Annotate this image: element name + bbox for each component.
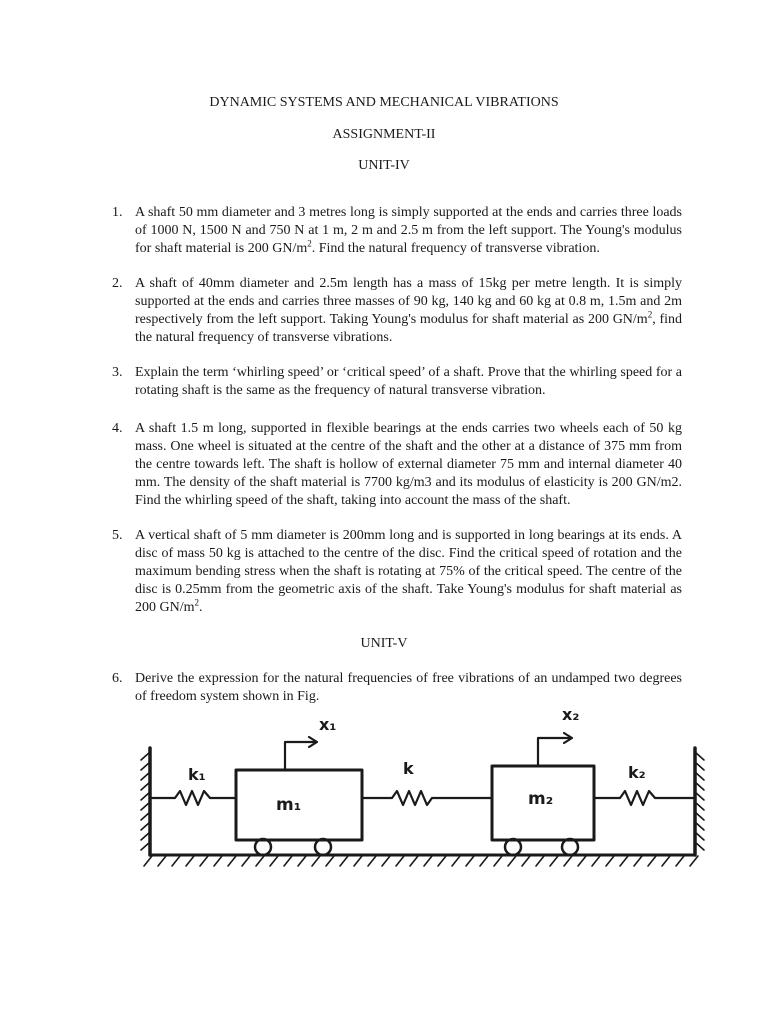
question-text: A vertical shaft of 5 mm diameter is 200mm long and is supported in long bearings at its ends. A disc of mass 50 kg is attached to the centre of the disc. Find the critical speed of rotation and the maximum bending stress when the shaft is rotating at 75% of the critical speed. The centre of the disc is 0.25mm from the geometric axis of the shaft. Take Young's modulus for shaft material as 200 $GN/m^2$. (135, 528, 682, 615)
question-text: A shaft 1.5 m long, supported in flexible bearings at the ends carries two wheels each of 50 kg mass. One wheel is situated at the centre of the shaft and the other at a distance of 375 mm from the centre towards left. The shaft is hollow of external diameter 75 mm and internal diameter 40 mm. The density of the shaft material is 7700 kg/m3 and its modulus of elasticity is 200 GN/m2. Find the whirling speed of the shaft, taking into account the mass of the shaft. (135, 421, 682, 508)
spring-k1 (150, 791, 236, 805)
label-k2: k₂ (628, 763, 646, 782)
question-3 (112, 364, 682, 400)
label-k1: k₁ (188, 765, 206, 784)
question-text: Derive the expression for the natural frequencies of free vibrations of an undamped two degrees of freedom system shown in Fig. (135, 671, 682, 704)
question-2 (112, 275, 682, 347)
unit-iv-heading: UNIT-IV (358, 158, 410, 173)
label-x1: x₁ (319, 715, 337, 734)
question-number: 3. (112, 365, 123, 380)
ground-hatching (144, 856, 698, 866)
question-number: 6. (112, 671, 123, 686)
question-5 (112, 527, 682, 617)
unit-v-heading: UNIT-V (360, 636, 408, 651)
label-m2: m₂ (528, 789, 554, 809)
question-text: A shaft 50 mm diameter and 3 metres long is simply supported at the ends and carries three loads of 1000 N, 1500 N and 750 N at 1 m, 2 m and 2.5 m from the left support. The Young's modulus for shaft material is 200 $GN/m^2$. Find the natural frequency of transverse vibration. (135, 205, 682, 256)
question-4 (112, 420, 682, 510)
question-text: A shaft of 40mm diameter and 2.5m length has a mass of 15kg per metre length. It is simply supported at the ends and carries three masses of 90 kg, 140 kg and 60 kg at 0.8 m, 1.5m and 2m respectively from the left support. Taking Young's modulus for shaft material as 200 $GN/m^2$, find the natural frequency of transverse vibrations. (135, 276, 683, 345)
label-m1: m₁ (276, 795, 302, 815)
question-text: Explain the term ‘whirling speed’ or ‘critical speed’ of a shaft. Prove that the whirling speed for a rotating shaft is the same as the frequency of natural transverse vibration. (135, 365, 682, 398)
label-x2: x₂ (562, 705, 580, 724)
question-number: 4. (112, 421, 123, 436)
question-1 (112, 204, 682, 258)
question-number: 1. (112, 205, 123, 220)
spring-k2 (594, 791, 695, 805)
spring-k (362, 791, 492, 805)
label-k: k (403, 759, 414, 778)
question-number: 5. (112, 528, 123, 543)
document-title: DYNAMIC SYSTEMS AND MECHANICAL VIBRATIONS (209, 95, 559, 110)
question-number: 2. (112, 276, 123, 291)
assignment-heading: ASSIGNMENT-II (332, 127, 436, 142)
two-dof-system-figure (130, 700, 720, 875)
